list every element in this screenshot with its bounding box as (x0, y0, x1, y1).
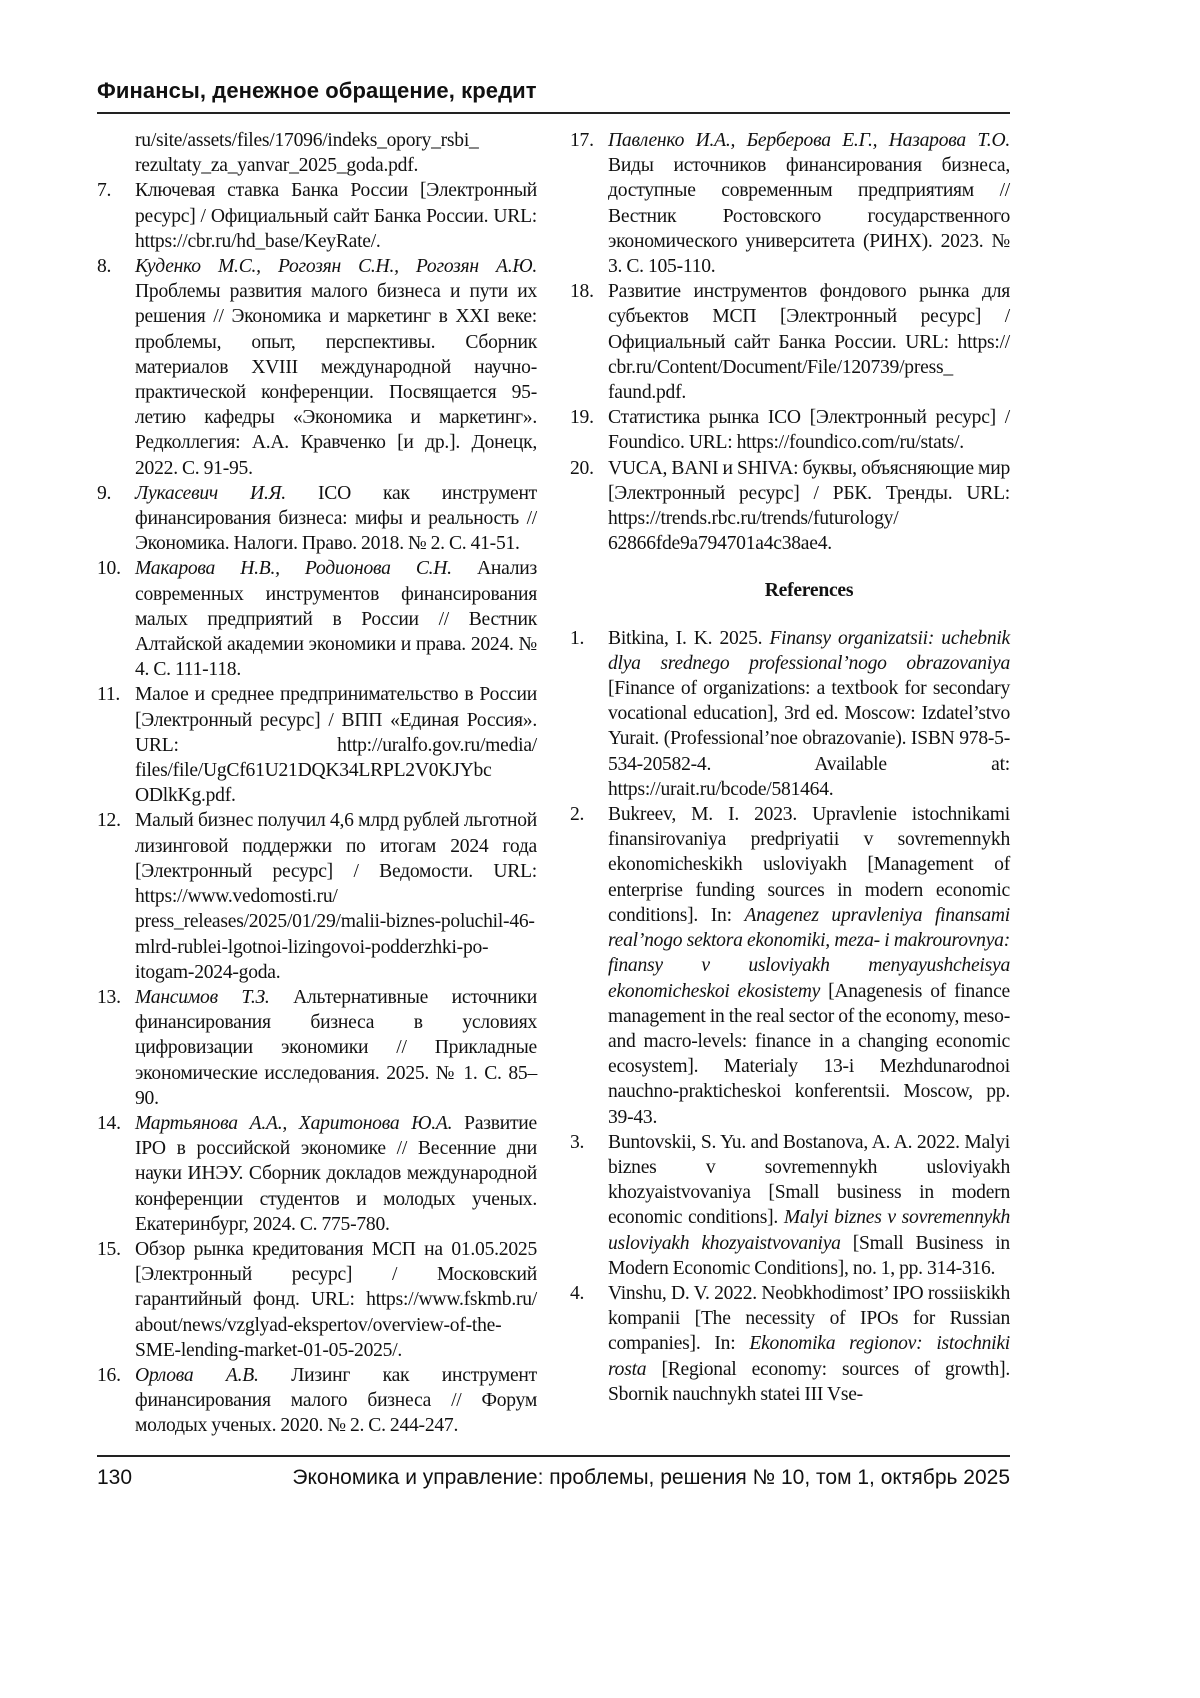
reference-entry (97, 808, 537, 984)
page-number: 130 (97, 1466, 132, 1490)
reference-italic-text: Мартьянова А.А., Харитонова Ю.А. (135, 1113, 452, 1134)
reference-text: [Anagenesis of finance management in the real sector of the economy, meso- and macro-levels: finance in a changing economic ecosystem]. Materialy 13-i Mezhdunarodnoi nauchno-prakticheskoi konferentsii. Moscow, pp. 39-43. (608, 981, 1010, 1128)
reference-entry (570, 1130, 1010, 1281)
reference-number: 18. (570, 279, 594, 304)
reference-text: Развитие IPO в российской экономике // Весенние дни науки ИНЭУ. Сборник докладов международной конференции студентов и молодых ученых. Екатеринбург, 2024. С. 775-780. (135, 1113, 537, 1235)
reference-text: Развитие инструментов фондового рынка для субъектов МСП [Электронный ресурс] / Официальный сайт Банка России. URL: https:// cbr.ru/Content/Document/File/120739/press_ faund.pdf. (608, 281, 1010, 403)
reference-italic-text: Куденко М.С., Рогозян С.Н., Рогозян А.Ю. (135, 256, 537, 277)
reference-number: 2. (570, 802, 584, 827)
reference-number: 8. (97, 254, 111, 279)
reference-text: Проблемы развития малого бизнеса и пути их решения // Экономика и маркетинг в XXI веке: проблемы, опыт, перспективы. Сборник материалов XVIII международной научно-практической конференции. Посвящается 95-летию кафедры «Экономика и маркетинг». Редколлегия: А.А. Кравченко [и др.]. Донецк, 2022. С. 91-95. (135, 281, 537, 478)
reference-entry (97, 481, 537, 557)
reference-text: Vinshu, D. V. 2022. Neobkhodimost’ IPO rossiiskikh kompanii [The necessity of IPOs for Russian companies]. In: (608, 1283, 1010, 1354)
reference-entry (97, 254, 537, 481)
reference-entry (570, 456, 1010, 557)
reference-text: Лизинг как инструмент финансирования малого бизнеса // Форум молодых ученых. 2020. № 2. С. 244-247. (135, 1365, 537, 1436)
reference-entry (570, 279, 1010, 405)
reference-italic-text: Malyi biznes v sovremennykh usloviyakh khozyaistvovaniya (608, 1207, 1010, 1253)
header-rule (97, 112, 1010, 114)
reference-italic-text: Орлова А.В. (135, 1365, 259, 1386)
reference-text: [Small Business in Modern Economic Conditions], no. 1, pp. 314-316. (608, 1233, 1010, 1279)
reference-number: 3. (570, 1130, 584, 1155)
reference-number: 12. (97, 808, 121, 833)
journal-title: Экономика и управление: проблемы, решения № 10, том 1, октябрь 2025 (292, 1466, 1010, 1490)
reference-entry (570, 405, 1010, 455)
reference-italic-text: Anagenez upravleniya finansami real’nogo sektora ekonomiki, meza- i makrourovnya: finansy v usloviyakh menyayushcheisya ekonomicheskoi ekosistemy (608, 905, 1010, 1002)
reference-entry (97, 985, 537, 1111)
reference-number: 13. (97, 985, 121, 1010)
reference-number: 7. (97, 178, 111, 203)
reference-text: Ключевая ставка Банка России [Электронный ресурс] / Официальный сайт Банка России. URL: https://cbr.ru/hd_base/KeyRate/. (135, 180, 537, 251)
reference-italic-text: Мансимов Т.З. (135, 987, 270, 1008)
right-column (570, 128, 1010, 1407)
reference-number: 17. (570, 128, 594, 153)
reference-entry (97, 128, 537, 178)
reference-number: 11. (97, 682, 120, 707)
reference-number: 20. (570, 456, 594, 481)
reference-italic-text: Finansy organizatsii: uchebnik dlya srednego professional’nogo obrazovaniya (608, 628, 1010, 674)
reference-entry (97, 178, 537, 254)
reference-entry (97, 1363, 537, 1439)
reference-text: [Regional economy: sources of growth]. Sbornik nauchnykh statei III Vse- (608, 1359, 1010, 1405)
reference-number: 19. (570, 405, 594, 430)
reference-italic-text: Павленко И.А., Берберова Е.Г., Назарова Т.О. (608, 130, 1010, 151)
reference-text: Статистика рынка ICO [Электронный ресурс] / Foundico. URL: https://foundico.com/ru/stats/. (608, 407, 1010, 453)
reference-italic-text: Лукасевич И.Я. (135, 483, 286, 504)
references-heading: References (608, 578, 1010, 603)
reference-text: ru/site/assets/files/17096/indeks_opory_rsbi_ rezultaty_za_yanvar_2025_goda.pdf. (135, 130, 479, 176)
reference-text: [Finance of organizations: a textbook for secondary vocational education], 3rd ed. Moscow: Izdatel’stvo Yurait. (Professional’noe obrazovanie). ISBN 978-5-534-20582-4. Available at: https://urait.ru/bcode/581464. (608, 678, 1010, 800)
reference-number: 10. (97, 556, 121, 581)
reference-text: Обзор рынка кредитования МСП на 01.05.2025 [Электронный ресурс] / Московский гарантийный фонд. URL: https://www.fskmb.ru/ about/news/vzglyad-ekspertov/overview-of-the-SME-lending-market-01-05-2025/. (135, 1239, 537, 1361)
reference-italic-text: Ekonomika regionov: istochniki rosta (608, 1333, 1010, 1379)
reference-number: 16. (97, 1363, 121, 1388)
reference-text: Альтернативные источники финансирования бизнеса в условиях цифровизации экономики // Прикладные экономические исследования. 2025. № 1. С. 85–90. (135, 987, 537, 1109)
reference-number: 15. (97, 1237, 121, 1262)
reference-text: Малое и среднее предпринимательство в России [Электронный ресурс] / ВПП «Единая Россия». URL: http://uralfo.gov.ru/media/ files/file/UgCf61U21DQK34LRPL2V0KJYbc ODlkKg.pdf. (135, 684, 537, 806)
running-header: Финансы, денежное обращение, кредит (97, 78, 537, 104)
reference-number: 9. (97, 481, 111, 506)
reference-text: Виды источников финансирования бизнеса, доступные современным предприятиям // Вестник Ростовского государственного экономического университета (РИНХ). 2023. № 3. С. 105-110. (608, 155, 1010, 277)
reference-number: 1. (570, 626, 584, 651)
reference-text: VUCA, BANI и SHIVA: буквы, объясняющие мир [Электронный ресурс] / РБК. Тренды. URL: https://trends.rbc.ru/trends/futurology/ 62866fde9a794701a4c38ae4. (608, 458, 1010, 555)
reference-entry (570, 128, 1010, 279)
reference-text: Малый бизнес получил 4,6 млрд рублей льготной лизинговой поддержки по итогам 2024 года [Электронный ресурс] / Ведомости. URL: https://www.vedomosti.ru/ press_releases/2025/01/29/malii-biznes-poluchil-46-mlrd-rublei-lgotnoi-lizingovoi-podderzhki-po-itogam-2024-goda. (135, 810, 537, 982)
reference-text: Bitkina, I. K. 2025. (608, 628, 769, 649)
reference-number: 14. (97, 1111, 121, 1136)
reference-text: Bukreev, M. I. 2023. Upravlenie istochnikami finansirovaniya predpriyatii v sovremennykh ekonomicheskikh usloviyakh [Management of enterprise funding sources in modern economic conditions]. In: (608, 804, 1010, 926)
reference-entry (570, 802, 1010, 1130)
footer-rule (97, 1455, 1010, 1457)
reference-entry (97, 1237, 537, 1363)
reference-text: Анализ современных инструментов финансирования малых предприятий в России // Вестник Алтайской академии экономики и права. 2024. № 4. С. 111-118. (135, 558, 537, 680)
reference-entry (97, 1111, 537, 1237)
reference-italic-text: Макарова Н.В., Родионова С.Н. (135, 558, 452, 579)
reference-text: Buntovskii, S. Yu. and Bostanova, A. A. 2022. Malyi biznes v sovremennykh usloviyakh khozyaistvovaniya [Small business in modern economic conditions]. (608, 1132, 1010, 1229)
reference-entry (97, 556, 537, 682)
reference-text: ICO как инструмент финансирования бизнеса: мифы и реальность // Экономика. Налоги. Право. 2018. № 2. С. 41-51. (135, 483, 537, 554)
reference-entry (97, 682, 537, 808)
reference-entry (570, 1281, 1010, 1407)
reference-number: 4. (570, 1281, 584, 1306)
left-column (97, 128, 537, 1439)
reference-entry (570, 626, 1010, 802)
